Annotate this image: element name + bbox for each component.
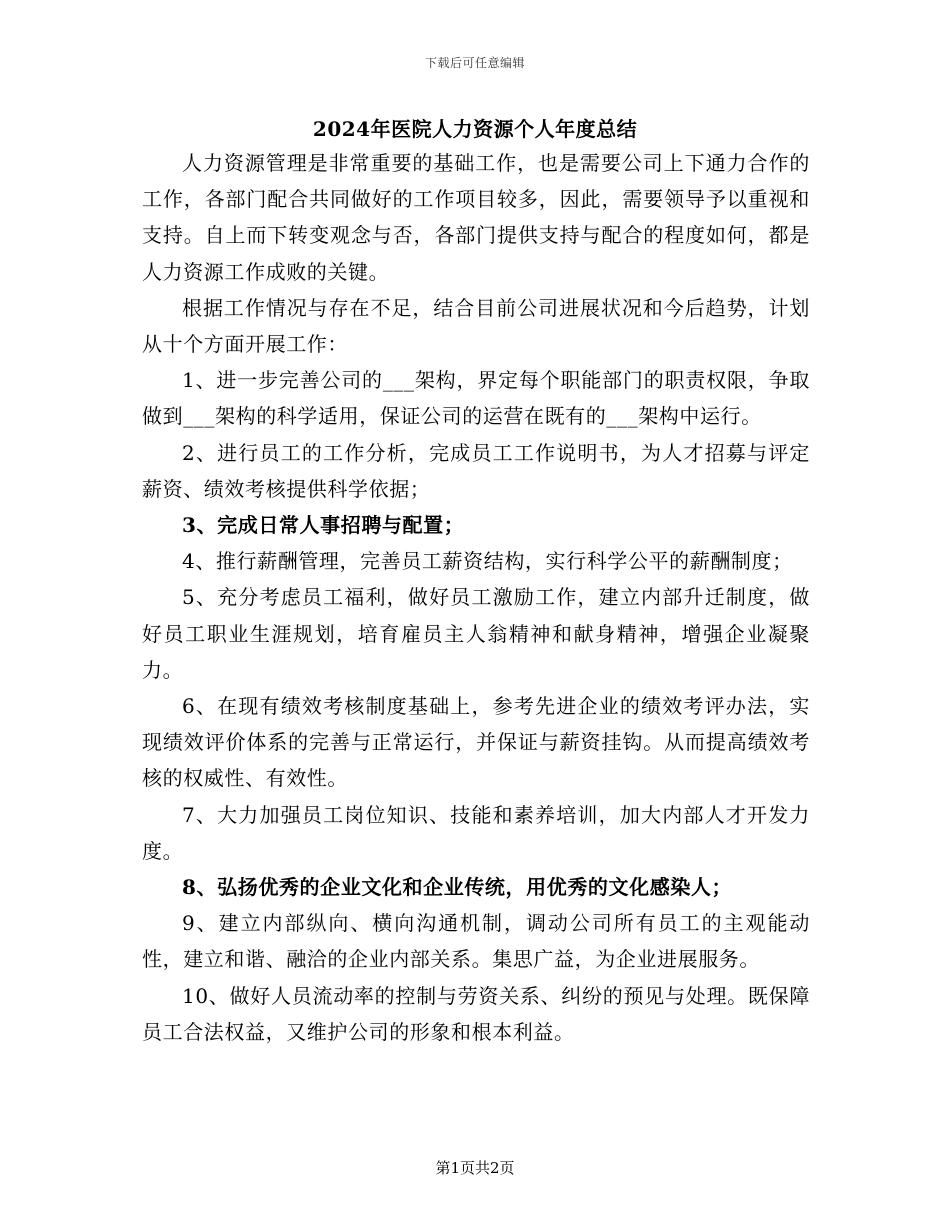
list-item-5: 5、充分考虑员工福利，做好员工激励工作，建立内部升迁制度，做好员工职业生涯规划，培育雇员主人翁精神和献身精神，增强企业凝聚力。: [142, 585, 810, 682]
paragraph-intro: 人力资源管理是非常重要的基础工作，也是需要公司上下通力合作的工作，各部门配合共同做好的工作项目较多，因此，需要领导予以重视和支持。自上而下转变观念与否，各部门提供支持与配合的程度如何，都是人力资源工作成败的关键。: [142, 151, 810, 284]
list-item-4: 4、推行薪酬管理，完善员工薪资结构，实行科学公平的薪酬制度；: [182, 549, 793, 574]
paragraph-plan-lead: 根据工作情况与存在不足，结合目前公司进展状况和今后趋势，计划从十个方面开展工作：: [142, 295, 810, 357]
list-item-7: 7、大力加强员工岗位知识、技能和素养培训，加大内部人才开发力度。: [142, 802, 810, 863]
header-note: 下载后可任意编辑: [424, 56, 525, 70]
list-item-1: 1、进一步完善公司的___架构，界定每个职能部门的职责权限，争取做到___架构的科学适用，保证公司的运营在既有的___架构中运行。: [142, 368, 810, 429]
page-number: 第1页共2页: [435, 1159, 515, 1177]
list-item-8: 8、弘扬优秀的企业文化和企业传统，用优秀的文化感染人；: [182, 875, 733, 900]
document-title: 2024年医院人力资源个人年度总结: [312, 117, 638, 141]
list-item-9: 9、建立内部纵向、横向沟通机制，调动公司所有员工的主观能动性，建立和谐、融洽的企业内部关系。集思广益，为企业进展服务。: [142, 911, 810, 972]
list-item-10: 10、做好人员流动率的控制与劳资关系、纠纷的预见与处理。既保障员工合法权益，又维护公司的形象和根本利益。: [142, 983, 810, 1044]
document-body: [142, 145, 810, 1050]
list-item-6: 6、在现有绩效考核制度基础上，参考先进企业的绩效考评办法，实现绩效评价体系的完善与正常运行，并保证与薪资挂钩。从而提高绩效考核的权威性、有效性。: [142, 694, 810, 791]
list-item-2: 2、进行员工的工作分析，完成员工工作说明书，为人才招募与评定薪资、绩效考核提供科学依据；: [142, 440, 810, 501]
list-item-3: 3、完成日常人事招聘与配置；: [182, 513, 465, 538]
